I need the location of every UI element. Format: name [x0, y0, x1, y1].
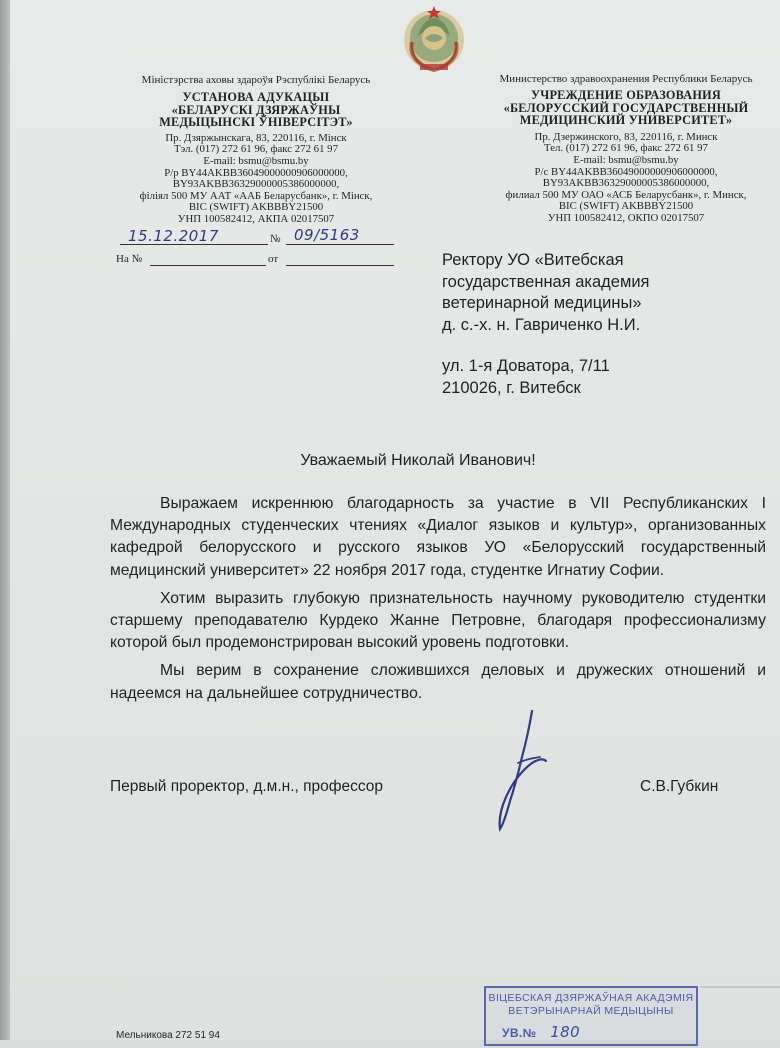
address-ru-line5: BY93AKBB36329000005386000000, — [542, 177, 710, 190]
stamp-number-label: УВ.№ — [502, 1026, 537, 1040]
addressee-line2: государственная академия — [442, 272, 650, 291]
addressee-city: 210026, г. Витебск — [442, 378, 581, 397]
executor-footer: Мельникова 272 51 94 — [116, 1030, 220, 1041]
stamp-number-value: 180 — [550, 1023, 581, 1041]
header-left-block — [108, 74, 404, 226]
stamp-line2: ВЕТЭРЫНАРНАЙ МЕДЫЦЫНЫ — [508, 1005, 674, 1017]
address-by-line3: E-mail: bsmu@bsmu.by — [203, 154, 309, 167]
address-ru-line7: BIC (SWIFT) AKBBBY21500 — [558, 200, 694, 213]
greeting: Уважаемый Николай Иванович! — [300, 452, 536, 469]
addressee-block — [442, 250, 649, 399]
header-right-block — [482, 73, 770, 225]
signer-position: Первый проректор, д.м.н., профессор — [110, 778, 384, 795]
address-by-line4: Р/р BY44AKBB36049000000906000000, — [164, 166, 348, 179]
incoming-stamp — [484, 986, 698, 1046]
address-ru-line6: филиал 500 МУ ОАО «АСБ Беларусбанк», г. Минск, — [505, 188, 747, 201]
paragraph-1: Выражаем искреннюю благодарность за участие в VII Республиканских I Международных студенческих чтениях «Диалог языков и культур», организованных кафедрой белорусского и русского языков УО «Белорусский государственный медицинский университет» 22 ноября 2017 года, студентке Игнатиу Софии. — [110, 495, 766, 579]
addressee-line4: д. с.-х. н. Гавриченко Н.И. — [442, 315, 641, 334]
address-by-line5: BY93AKBB36329000005386000000, — [172, 178, 340, 191]
outgoing-number-label: № — [270, 233, 281, 245]
reply-from-label: от — [268, 253, 279, 265]
outgoing-number: 09/5163 — [294, 226, 360, 244]
address-ru-line1: Пр. Дзержинского, 83, 220116, г. Минск — [534, 130, 718, 143]
outgoing-date: 15.12.2017 — [128, 227, 219, 245]
ministry-name-ru: Министерство здравоохранения Республики Беларусь — [499, 73, 753, 85]
reply-registration — [116, 253, 400, 269]
paragraph-3: Мы верим в сохранение сложившихся деловых и дружеских отношений и надеемся на дальнейшее сотрудничество. — [110, 662, 766, 702]
signer-name: С.В.Губкин — [640, 778, 719, 795]
org-name-by-line3: МЕДЫЦЫНСКІ ЎНІВЕРСІТЭТ» — [159, 115, 353, 130]
paragraph-2: Хотим выразить глубокую признательность научному руководителю студентки старшему преподавателю Курдеко Жанне Петровне, благодаря профессионализму которой был продемонстрирован высокий уровень подготовки. — [110, 589, 766, 652]
addressee-line1: Ректору УО «Витебская — [442, 251, 624, 269]
ministry-name-by: Міністэрства аховы здароўя Рэспублікі Беларусь — [141, 74, 371, 86]
stamp-number-row — [486, 1023, 696, 1041]
letter-body — [110, 493, 766, 711]
org-name-ru-line1: УЧРЕЖДЕНИЕ ОБРАЗОВАНИЯ — [531, 88, 721, 103]
handwritten-signature-icon — [470, 705, 570, 835]
org-name-by-line1: УСТАНОВА АДУКАЦЫІ — [182, 90, 330, 105]
address-ru-line4: Р/с BY44AKBB36049000000906000000, — [534, 165, 718, 178]
address-by-line6: філіял 500 МУ ААТ «ААБ Беларусбанк», г. Мінск, — [139, 189, 373, 202]
address-by-line2: Тэл. (017) 272 61 96, факс 272 61 97 — [174, 143, 338, 156]
reply-number-label: На № — [116, 253, 143, 265]
stamp-line1: ВІЦЕБСКАЯ ДЗЯРЖАЎНАЯ АКАДЭМІЯ — [488, 992, 694, 1004]
address-by-line1: Пр. Дзяржынскага, 83, 220116, г. Мінск — [165, 131, 347, 144]
org-name-by-line2: «БЕЛАРУСКІ ДЗЯРЖАЎНЫ — [171, 102, 341, 117]
address-by-line7: BIC (SWIFT) AKBBBY21500 — [188, 201, 324, 214]
addressee-street: ул. 1-я Доватора, 7/11 — [442, 357, 610, 375]
outgoing-registration — [108, 226, 398, 247]
state-emblem-icon — [398, 2, 470, 74]
address-ru-line3: E-mail: bsmu@bsmu.by — [573, 153, 679, 166]
address-by-line8: УНП 100582412, АКПА 02017507 — [177, 212, 335, 225]
stamp-edge — [700, 986, 780, 1048]
addressee-line3: ветеринарной медицины» — [442, 294, 642, 312]
address-ru-line2: Тел. (017) 272 61 96, факс 272 61 97 — [544, 142, 708, 155]
org-name-ru-line3: МЕДИЦИНСКИЙ УНИВЕРСИТЕТ» — [519, 113, 733, 128]
address-ru-line8: УНП 100582412, ОКПО 02017507 — [547, 211, 705, 224]
org-name-ru-line2: «БЕЛОРУССКИЙ ГОСУДАРСТВЕННЫЙ — [503, 100, 749, 115]
